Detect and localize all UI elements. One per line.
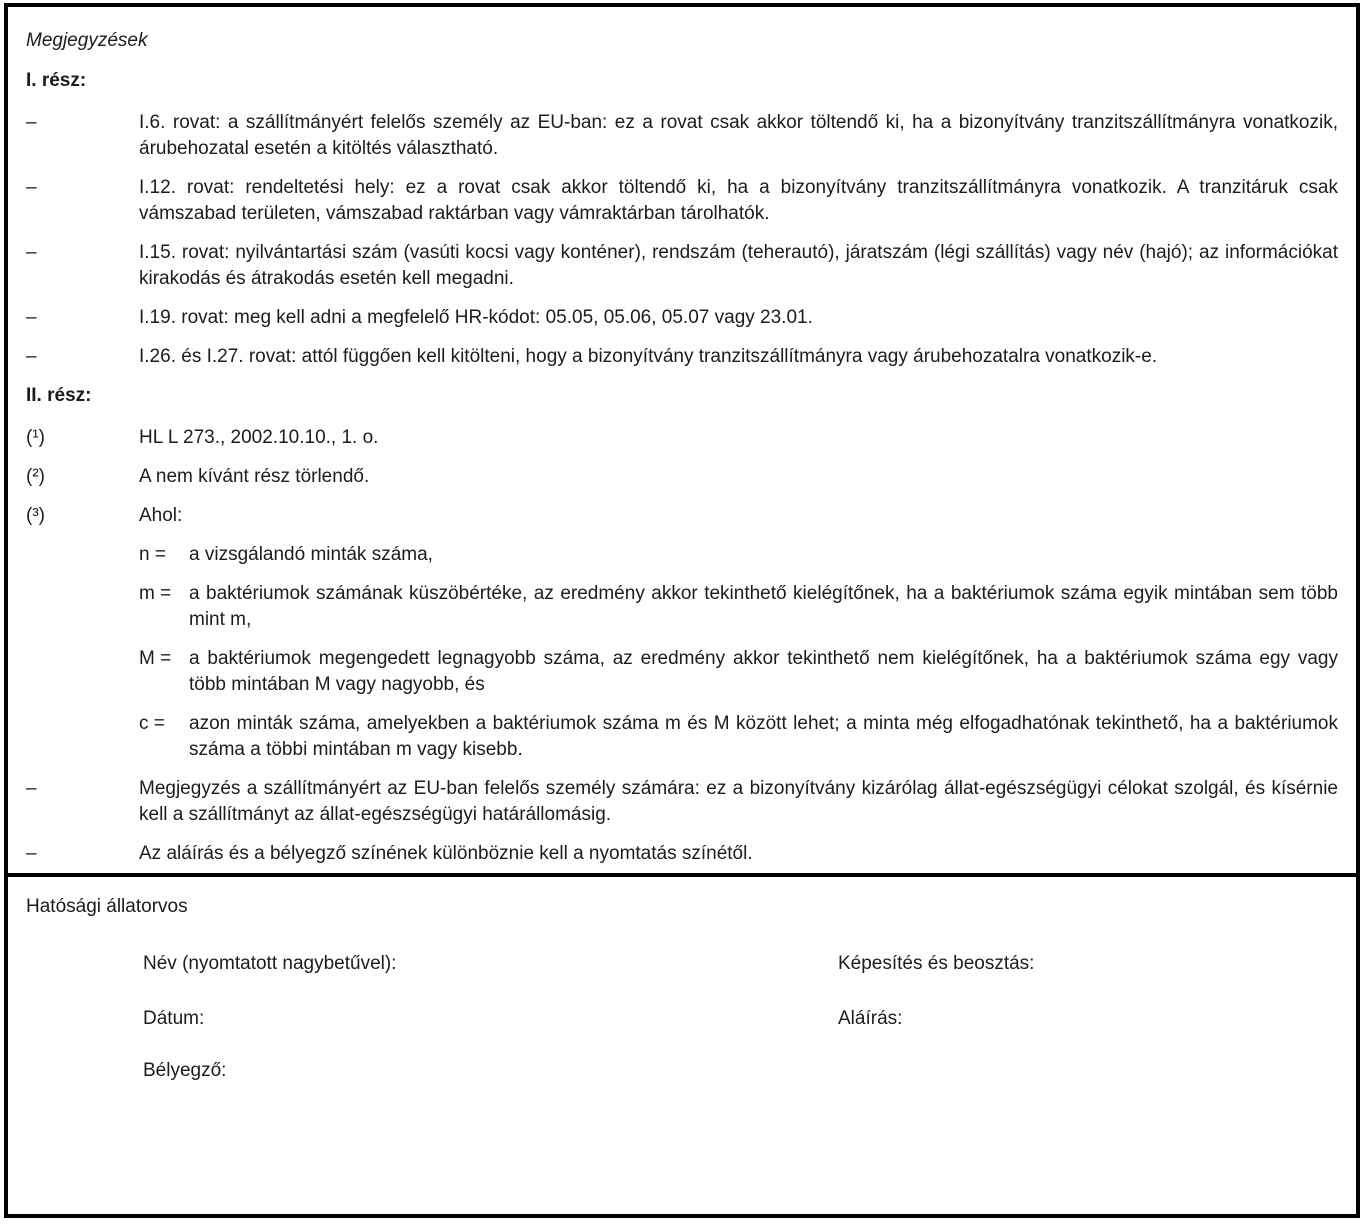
part2-heading: II. rész: [26, 385, 92, 406]
document-frame [4, 3, 1360, 1218]
footnote-text: A nem kívánt rész törlendő. [139, 466, 370, 487]
definition-label: n = [139, 544, 166, 565]
definition-label: m = [139, 583, 172, 604]
note-text: I.19. rovat: meg kell adni a megfelelő HR-kódot: 05.05, 05.06, 05.07 vagy 23.01. [139, 307, 813, 328]
footnote-text: HL L 273., 2002.10.10., 1. o. [139, 427, 379, 448]
notes-section [26, 28, 1338, 880]
note-item [26, 305, 1338, 331]
dash-marker: – [26, 112, 37, 133]
footnote-marker: (³) [26, 505, 45, 526]
section-divider [8, 873, 1356, 877]
dash-marker: – [26, 307, 37, 328]
definition-text: azon minták száma, amelyekben a baktériumok száma m és M között lehet; a minta még elfogadhatónak tekinthető, ha a baktériumok száma a többi mintában m vagy kisebb. [189, 713, 1338, 760]
footnote-item [26, 464, 1338, 490]
footnote-text: Ahol: [139, 505, 183, 526]
part1-heading: I. rész: [26, 70, 87, 91]
dash-marker: – [26, 843, 37, 864]
definition-text: a baktériumok számának küszöbértéke, az eredmény akkor tekinthető kielégítőnek, ha a baktériumok száma egyik mintában sem több mint m, [189, 583, 1338, 630]
definition-label: M = [139, 648, 172, 669]
page-title: Megjegyzések [26, 30, 148, 51]
date-field-label: Dátum: [143, 1008, 205, 1029]
definition-text: a vizsgálandó minták száma, [189, 544, 433, 565]
definition-row [26, 542, 1338, 568]
note-item [26, 175, 1338, 227]
note-text: Megjegyzés a szállítmányért az EU-ban felelős személy számára: ez a bizonyítvány kizárólag állat-egészségügyi célokat szolgál, és kísérnie kell a szállítmányt az állat-egészségügyi határállomásig. [139, 778, 1338, 825]
note-text: I.12. rovat: rendeltetési hely: ez a rovat csak akkor töltendő ki, ha a bizonyítvány tranzitszállítmányra vonatkozik. A tranzitáruk csak vámszabad területen, vámszabad raktárban vagy vámraktárban tárolhatók. [139, 177, 1338, 224]
signature-field-label: Aláírás: [838, 1008, 903, 1029]
definition-row [26, 646, 1338, 698]
note-text: I.26. és I.27. rovat: attól függően kell kitölteni, hogy a bizonyítvány tranzitszállítmányra vagy árubehozatalra vonatkozik-e. [139, 346, 1158, 367]
footnote-item [26, 503, 1338, 529]
footnote-marker: (¹) [26, 427, 45, 448]
dash-marker: – [26, 778, 37, 799]
name-field-label: Név (nyomtatott nagybetűvel): [143, 953, 397, 974]
definition-label: c = [139, 713, 165, 734]
qualification-field-label: Képesítés és beosztás: [838, 953, 1035, 974]
dash-marker: – [26, 242, 37, 263]
stamp-field-label: Bélyegző: [143, 1060, 227, 1081]
note-item [26, 240, 1338, 292]
definition-text: a baktériumok megengedett legnagyobb száma, az eredmény akkor tekinthető nem kielégítőnek, ha a baktériumok száma egy vagy több mintában M vagy nagyobb, és [189, 648, 1338, 695]
note-item [26, 344, 1338, 370]
note-item [26, 841, 1338, 867]
dash-marker: – [26, 346, 37, 367]
note-item [26, 110, 1338, 162]
veterinarian-heading: Hatósági állatorvos [26, 896, 188, 917]
definition-row [26, 711, 1338, 763]
note-text: I.6. rovat: a szállítmányért felelős személy az EU-ban: ez a rovat csak akkor töltendő ki, ha a bizonyítvány tranzitszállítmányra vonatkozik, árubehozatal esetén a kitöltés választható. [139, 112, 1338, 159]
dash-marker: – [26, 177, 37, 198]
definition-row [26, 581, 1338, 633]
note-text: I.15. rovat: nyilvántartási szám (vasúti kocsi vagy konténer), rendszám (teherautó), járatszám (légi szállítás) vagy név (hajó); az információkat kirakodás és átrakodás esetén kell megadni. [139, 242, 1338, 289]
footnote-item [26, 425, 1338, 451]
footnote-marker: (²) [26, 466, 45, 487]
note-item [26, 776, 1338, 828]
note-text: Az aláírás és a bélyegző színének különböznie kell a nyomtatás színétől. [139, 843, 753, 864]
